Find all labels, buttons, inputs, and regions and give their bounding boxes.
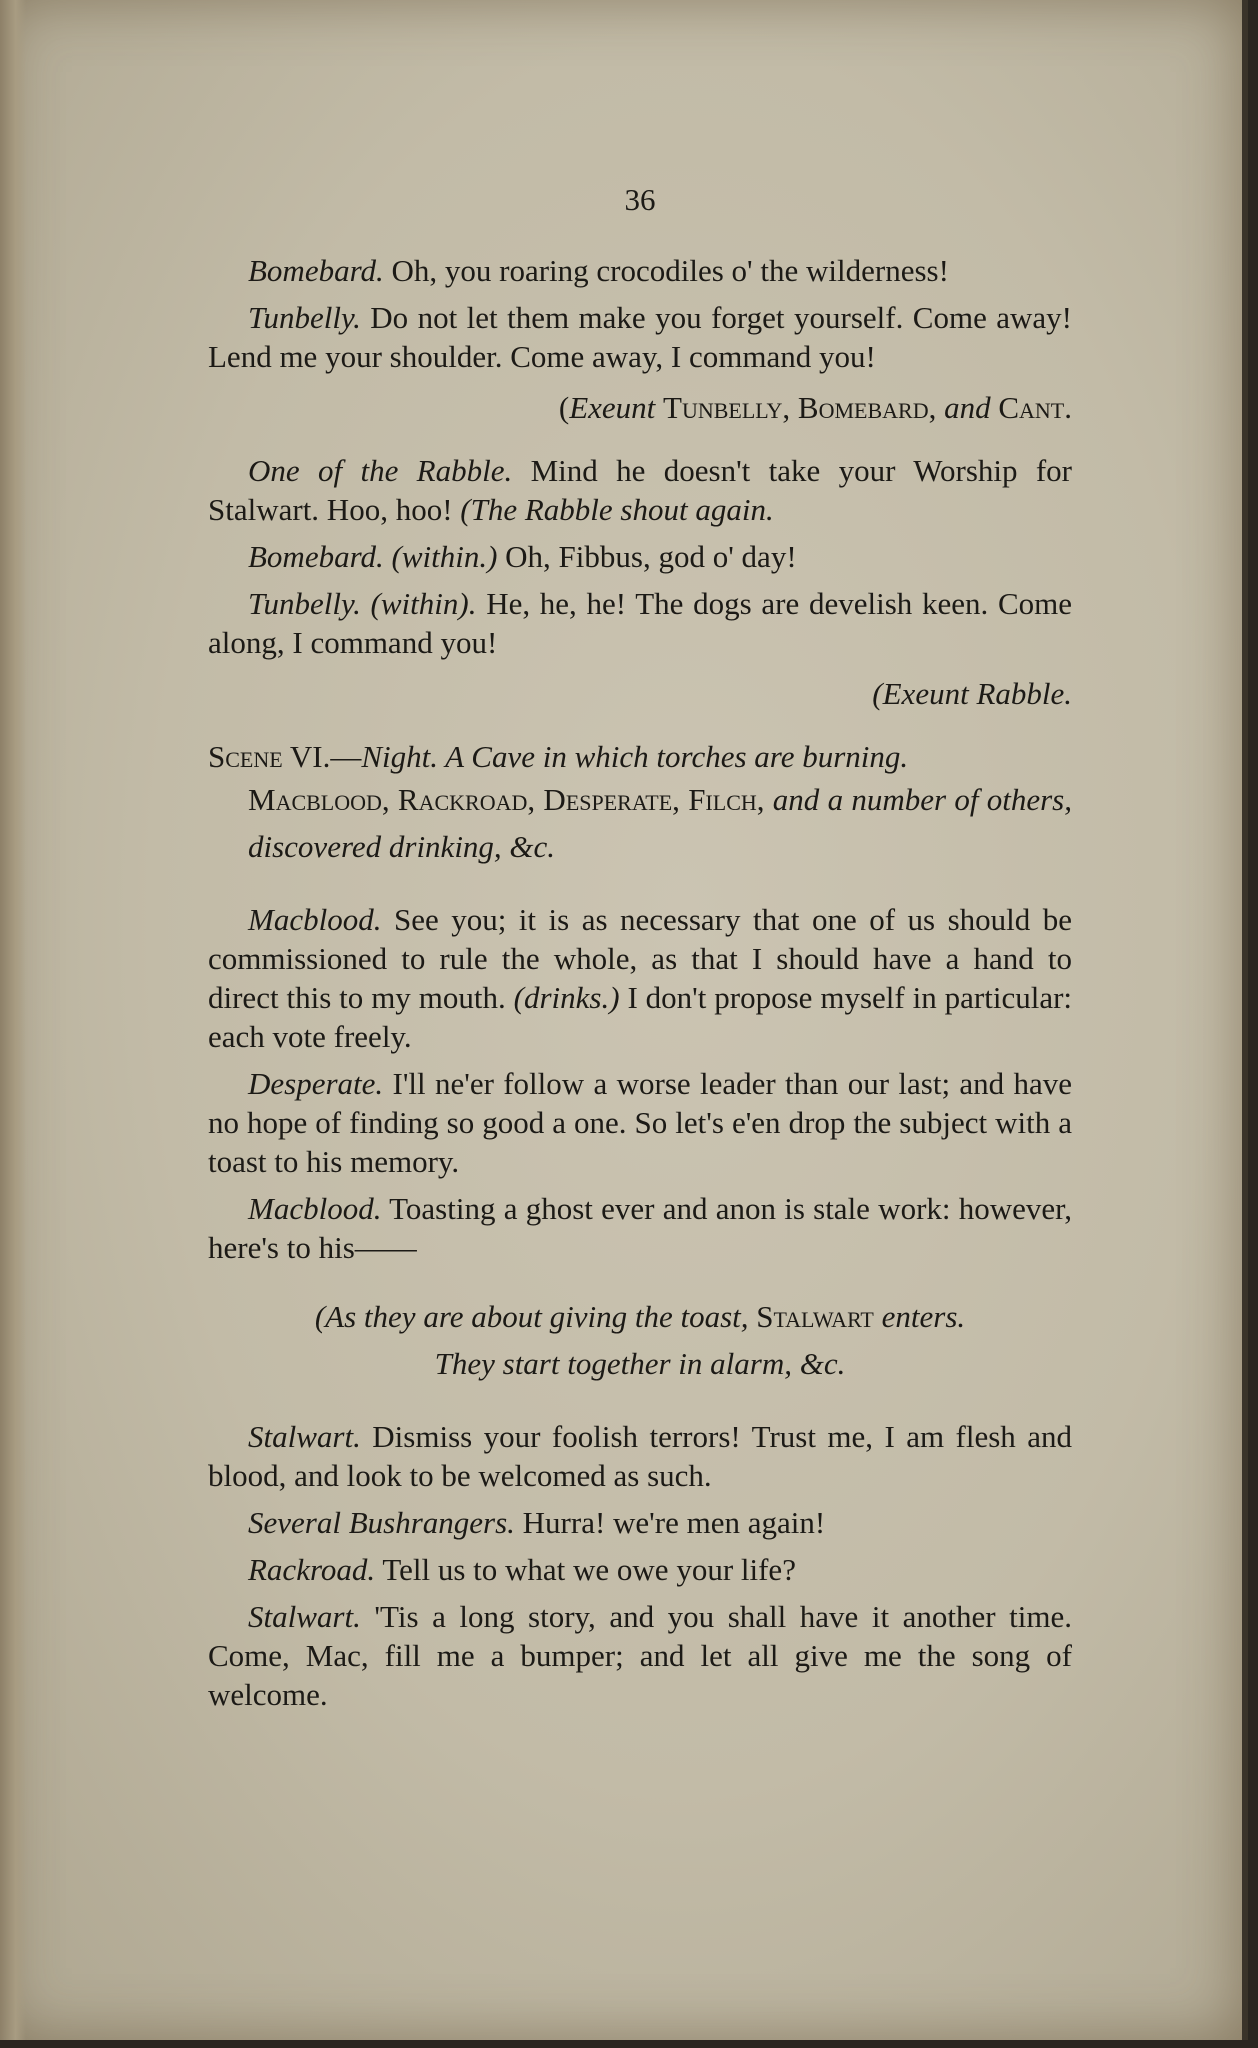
speech-text: He, he, he! The dogs are develish keen. Come along, I command you!: [208, 586, 1073, 660]
cast-rest: a number of others, discovered drinking, &c.: [248, 782, 1072, 864]
stage-direction-text: enters.: [881, 1299, 966, 1334]
speaker-name: Tunbelly.: [248, 586, 361, 621]
cast-names: Macblood, Rackroad, Desperate, Filch,: [248, 782, 765, 817]
speech-text: Oh, Fibbus, god o' day!: [505, 539, 797, 574]
speech: [208, 1503, 1072, 1542]
speech-text: 'Tis a long story, and you shall have it another time. Come, Mac, fill me a bumper; and let all give me the song of welcome.: [208, 1599, 1073, 1712]
stage-direction-names: Tunbelly, Bomebard,: [663, 390, 937, 425]
speech: [208, 451, 1072, 529]
stage-direction-paren: (: [558, 390, 570, 425]
stage-direction-exeunt-word: Exeunt: [569, 390, 656, 425]
stage-direction-and: and: [944, 390, 991, 425]
scene-label: Scene VI.—: [208, 739, 362, 774]
speaker-name: Bomebard.: [248, 253, 384, 288]
speech-text: Do not let them make you forget yourself. Come away! Lend me your shoulder. Come away, I command you!: [208, 300, 1073, 374]
speech: [208, 251, 1072, 290]
speech: [208, 537, 1072, 576]
stage-direction-exeunt: [208, 388, 1072, 427]
stage-direction-text: (Exeunt Rabble.: [872, 676, 1072, 711]
speech: [208, 298, 1072, 376]
speaker-name: Macblood.: [248, 1191, 382, 1226]
speech-text: Hurra! we're men again!: [522, 1505, 826, 1540]
speaker-name: Several Bushrangers.: [248, 1505, 515, 1540]
page-text: [208, 180, 1072, 1722]
speech: [208, 1417, 1072, 1495]
speech-text: Tell us to what we owe your life?: [382, 1552, 796, 1587]
stage-direction-inline: (within).: [370, 586, 477, 621]
speaker-name: Desperate.: [248, 1066, 384, 1101]
speech-text: Mind he doesn't take your Worship for Stalwart. Hoo, hoo!: [208, 453, 1072, 527]
stage-direction-inline: (within.): [391, 539, 498, 574]
page-binding-edge: [0, 0, 26, 2040]
stage-direction-inline: (drinks.): [513, 980, 620, 1015]
speech-text: Toasting a ghost ever and anon is stale work: however, here's to his——: [208, 1191, 1072, 1265]
stage-direction-entrance: [208, 1293, 1072, 1387]
speech: [208, 1064, 1072, 1181]
stage-direction-exeunt-rabble: [208, 674, 1072, 713]
scene-heading: [208, 737, 1072, 776]
speaker-name: Macblood.: [248, 902, 382, 937]
stage-direction-text: (As they are about giving the toast,: [314, 1299, 749, 1334]
speech: [208, 1550, 1072, 1589]
stage-direction-inline: (The Rabble shout again.: [460, 492, 774, 527]
speaker-name: Bomebard.: [248, 539, 384, 574]
speech: [208, 1597, 1072, 1714]
speaker-name: One of the Rabble.: [248, 453, 513, 488]
speech-text: I don't propose myself in particular: each vote freely.: [208, 980, 1073, 1054]
scene-cast: [248, 776, 1072, 870]
speaker-name: Stalwart.: [248, 1599, 361, 1634]
speaker-name: Rackroad.: [248, 1552, 376, 1587]
speech: [208, 900, 1072, 1056]
cast-and: and: [772, 782, 820, 817]
stage-direction-names: Cant.: [998, 390, 1072, 425]
speaker-name: Stalwart.: [248, 1419, 361, 1454]
page-number: 36: [624, 182, 656, 217]
speech-text: See you; it is as necessary that one of us should be commissioned to rule the whole, as that I should have a hand to direct this to my mouth.: [208, 902, 1073, 1015]
stage-direction-text: They start together in alarm, &c.: [434, 1346, 846, 1381]
speech-text: I'll ne'er follow a worse leader than our last; and have no hope of finding so good a one. So let's e'en drop the subject with a toast to his memory.: [208, 1066, 1073, 1179]
scene-description: Night. A Cave in which torches are burning.: [361, 739, 909, 774]
stage-direction-name: Stalwart: [756, 1299, 874, 1334]
speech: [208, 584, 1072, 662]
speech-text: Dismiss your foolish terrors! Trust me, I am flesh and blood, and look to be welcomed as such.: [208, 1419, 1072, 1493]
speech-text: Oh, you roaring crocodiles o' the wilderness!: [391, 253, 949, 288]
speaker-name: Tunbelly.: [248, 300, 361, 335]
speech: [208, 1189, 1072, 1267]
